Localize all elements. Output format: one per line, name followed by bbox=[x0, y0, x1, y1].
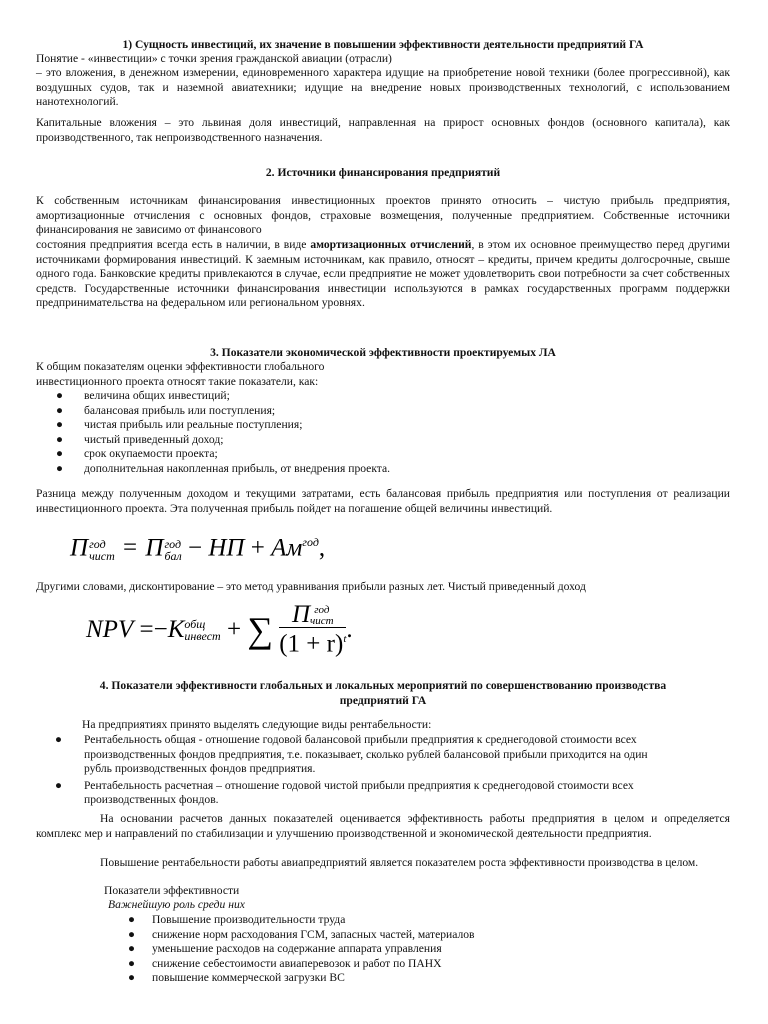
important-role-label: Важнейшую роль среди них bbox=[108, 898, 245, 911]
list-item: ● Рентабельность общая - отношение годовой балансовой прибыли предприятия к среднегодовой стоимости всех производственных фондов предприятия, т.е. показывает, сколько рублей балансовой прибыли приходится на один рубль производственных фондов предприятия. bbox=[55, 733, 648, 776]
bullet-icon: ● bbox=[128, 913, 136, 926]
bullet-icon: ● bbox=[128, 956, 136, 970]
section-2-heading: 2. Источники финансирования предприятий bbox=[265, 166, 501, 179]
list-item: ● Повышение производительности труда bbox=[128, 913, 346, 926]
p2-rest: , в этом их основное преимущество перед другими источниками формирования инвестиций. К заемным источникам, как правило, относят – кредиты, причем кредиты долгосрочные, свыше одного года. Банковские кредиты привлекаются в случае, если предприятие не может удовлетворить свои потребности за счет собственных средств. Государственные источники финансирования инвестиции используются в рамках государственных программ поддержки предпринимательства на федеральном или региональном уровнях. bbox=[36, 238, 730, 310]
bullet-icon: ● bbox=[55, 733, 63, 746]
bullet-icon: ● bbox=[56, 432, 64, 446]
list-item: ● Рентабельность расчетная – отношение годовой чистой прибыли предприятия к среднегодовой стоимости всех производственных фондов. bbox=[55, 778, 634, 807]
bullet-icon: ● bbox=[56, 389, 64, 402]
bullet-icon: ● bbox=[56, 461, 64, 475]
list-item: ● чистая прибыль или реальные поступления; bbox=[56, 418, 303, 432]
section-2-paragraph-2 bbox=[36, 238, 730, 311]
basis-paragraph: На основании расчетов данных показателей оценивается эффективность работы предприятия в целом и определяется комплекс мер и направлений по стабилизации и улучшению производственной и экономической деятельности предприятия. bbox=[36, 812, 730, 840]
list-item: ● срок окупаемости проекта; bbox=[56, 447, 218, 461]
bullet-icon: ● bbox=[55, 778, 63, 792]
bullet-icon: ● bbox=[128, 927, 136, 941]
section-3-intro bbox=[36, 360, 730, 389]
list-item: ● балансовая прибыль или поступления; bbox=[56, 403, 276, 417]
profit-formula: П год чист = П год бал − НП + $Ам^{год}$, bbox=[70, 534, 326, 563]
section-1-definition: – это вложения, в денежном измерении, единовременного характера идущие на приобретение новой техники (более прогрессивной), как воздушных судов, так и наземной авиатехники; идущие на внедрение новых производственных технологий, с использованием нанотехнологий. bbox=[36, 66, 730, 109]
list-item: ● уменьшение расходов на содержание аппарата управления bbox=[128, 942, 442, 956]
bullet-icon: ● bbox=[56, 447, 64, 461]
list-item: ● снижение норм расходования ГСМ, запасных частей, материалов bbox=[128, 927, 475, 941]
profit-difference-text: Разница между полученным доходом и текущими затратами, есть балансовая прибыль предприятия или поступления от реализации инвестиционного проекта. Эта полученная прибыль пойдет на погашение общей величины инвестиций. bbox=[36, 487, 730, 515]
section-1-capital: Капитальные вложения – это львиная доля инвестиций, направленная на прирост основных фондов (основного капитала), как производственного, так непроизводственного назначения. bbox=[36, 116, 730, 144]
list-item: ● снижение себестоимости авиаперевозок и работ по ПАНХ bbox=[128, 956, 442, 970]
list-item: ● повышение коммерческой загрузки ВС bbox=[128, 971, 345, 985]
section-4-intro: На предприятиях принято выделять следующие виды рентабельности: bbox=[82, 718, 432, 731]
efficiency-list bbox=[36, 913, 730, 986]
bullet-icon: ● bbox=[56, 418, 64, 432]
discounting-text: Другими словами, дисконтирование – это метод уравнивания прибыли разных лет. Чистый приведенный доход bbox=[36, 580, 586, 593]
p2-bold: амортизационных отчислений bbox=[310, 238, 472, 251]
bullet-icon: ● bbox=[56, 403, 64, 417]
indicator-list bbox=[36, 389, 730, 477]
section-2-paragraph-1: К собственным источникам финансирования инвестиционных проектов принято относить – чистую прибыль предприятия, амортизационные отчисления с основных фондов, страховые возмещения, полученные предприятием. Собственные источники финансирования не зависимо от финансового bbox=[36, 194, 730, 237]
intro-line-2: инвестиционного проекта относят такие показатели, как: bbox=[36, 374, 319, 388]
section-3-heading: 3. Показатели экономической эффективности проектируемых ЛА bbox=[210, 346, 556, 359]
profitability-list bbox=[36, 733, 730, 808]
indicators-label: Показатели эффективности bbox=[104, 884, 240, 897]
npv-formula: NPV =−K общ инвест + ∑ П год чист $(1 + r)^t$ . bbox=[86, 601, 353, 658]
bullet-icon: ● bbox=[128, 971, 136, 985]
list-item: ● чистый приведенный доход; bbox=[56, 432, 224, 446]
section-4-heading: 4. Показатели эффективности глобальных и локальных мероприятий по совершенствованию производства предприятий ГА bbox=[99, 679, 667, 707]
section-1-concept: Понятие - «инвестиции» с точки зрения гражданской авиации (отрасли) bbox=[36, 52, 392, 65]
section-1-heading: 1) Сущность инвестиций, их значение в повышении эффективности деятельности предприятий ГА bbox=[122, 38, 644, 51]
list-item: ● величина общих инвестиций; bbox=[56, 389, 230, 402]
p2-start: состояния предприятия всегда есть в наличии, в виде bbox=[36, 238, 307, 251]
bullet-icon: ● bbox=[128, 942, 136, 956]
list-item: ● дополнительная накопленная прибыль, от внедрения проекта. bbox=[56, 461, 391, 475]
intro-line-1: К общим показателям оценки эффективности глобального bbox=[36, 360, 325, 373]
increase-paragraph: Повышение рентабельности работы авиапредприятий является показателем роста эффективности производства в целом. bbox=[100, 856, 699, 869]
